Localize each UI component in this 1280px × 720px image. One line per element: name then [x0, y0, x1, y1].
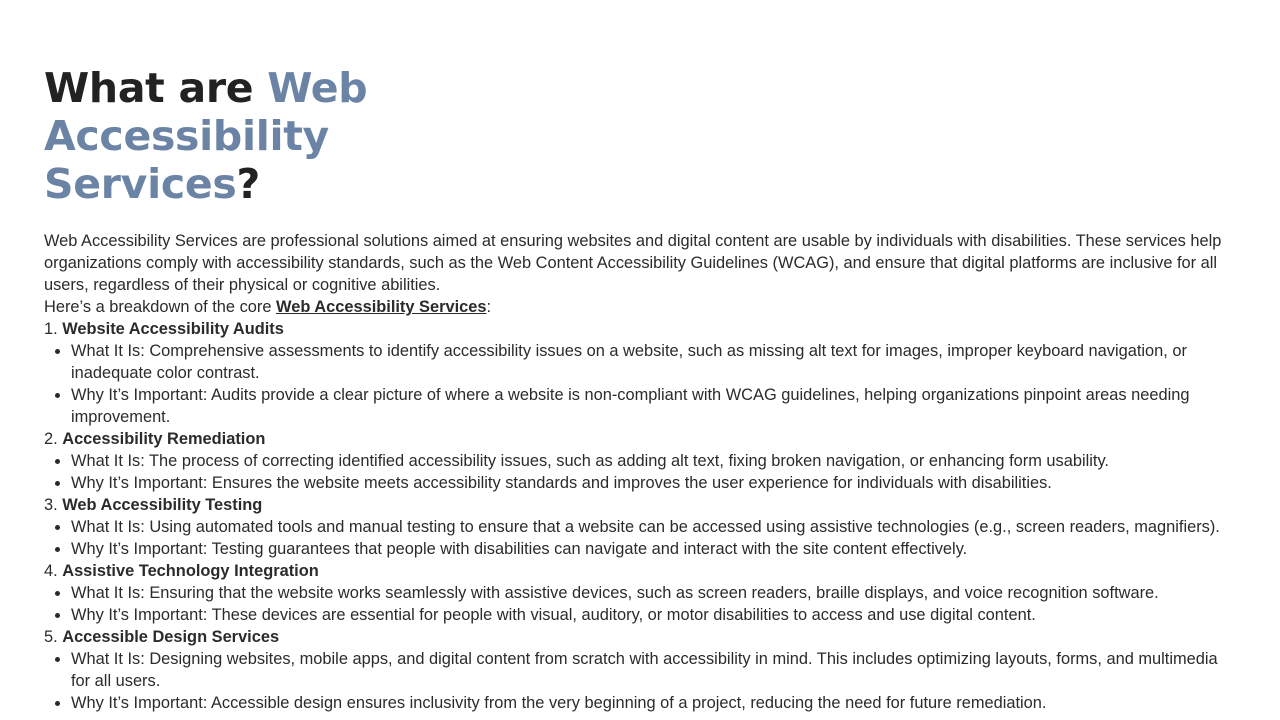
why-important-item: Why It’s Important: Testing guarantees that people with disabilities can navigate and interact with the site content effectively.	[71, 538, 1234, 560]
section-heading	[44, 318, 1234, 340]
page-title	[44, 64, 564, 208]
section-number: 2.	[44, 430, 58, 448]
article-body	[44, 230, 1234, 714]
section-heading	[44, 428, 1234, 450]
breakdown-line	[44, 296, 1234, 318]
why-important-item: Why It’s Important: Ensures the website meets accessibility standards and improves the user experience for individuals with disabilities.	[71, 472, 1234, 494]
section-5	[44, 626, 1234, 714]
section-title: Accessible Design Services	[62, 628, 280, 646]
what-it-is-item: What It Is: Comprehensive assessments to identify accessibility issues on a website, such as missing alt text for images, improper keyboard navigation, or inadequate color contrast.	[71, 340, 1234, 384]
why-important-item: Why It’s Important: Accessible design ensures inclusivity from the very beginning of a project, reducing the need for future remediation.	[71, 692, 1234, 714]
what-it-is-item: What It Is: The process of correcting identified accessibility issues, such as adding alt text, fixing broken navigation, or enhancing form usability.	[71, 450, 1234, 472]
page-title-prefix: What are	[44, 64, 268, 112]
web-accessibility-services-link[interactable]: Web Accessibility Services	[276, 298, 487, 316]
section-bullets	[44, 648, 1234, 714]
section-heading	[44, 560, 1234, 582]
intro-paragraph: Web Accessibility Services are professional solutions aimed at ensuring websites and digital content are usable by individuals with disabilities. These services help organizations comply with accessibility standards, such as the Web Content Accessibility Guidelines (WCAG), and ensure that digital platforms are inclusive for all users, regardless of their physical or cognitive abilities.	[44, 232, 1222, 294]
page-title-suffix: ?	[236, 160, 260, 208]
section-bullets	[44, 516, 1234, 560]
section-heading	[44, 494, 1234, 516]
section-title: Accessibility Remediation	[62, 430, 266, 448]
article	[44, 64, 1234, 714]
what-it-is-item: What It Is: Designing websites, mobile apps, and digital content from scratch with accessibility in mind. This includes optimizing layouts, forms, and multimedia for all users.	[71, 648, 1234, 692]
section-heading	[44, 626, 1234, 648]
section-bullets	[44, 582, 1234, 626]
section-title: Assistive Technology Integration	[62, 562, 319, 580]
section-1	[44, 318, 1234, 428]
section-title: Website Accessibility Audits	[62, 320, 284, 338]
section-number: 1.	[44, 320, 58, 338]
why-important-item: Why It’s Important: These devices are essential for people with visual, auditory, or motor disabilities to access and use digital content.	[71, 604, 1234, 626]
what-it-is-item: What It Is: Using automated tools and manual testing to ensure that a website can be accessed using assistive technologies (e.g., screen readers, magnifiers).	[71, 516, 1234, 538]
what-it-is-item: What It Is: Ensuring that the website works seamlessly with assistive devices, such as screen readers, braille displays, and voice recognition software.	[71, 582, 1234, 604]
page-title-accent-line2: Services	[44, 160, 237, 208]
section-number: 4.	[44, 562, 58, 580]
page-title-accent-line1: Web Accessibility	[44, 64, 368, 160]
section-3	[44, 494, 1234, 560]
section-bullets	[44, 340, 1234, 428]
section-2	[44, 428, 1234, 494]
section-number: 3.	[44, 496, 58, 514]
why-important-item: Why It’s Important: Audits provide a clear picture of where a website is non-compliant with WCAG guidelines, helping organizations pinpoint areas needing improvement.	[71, 384, 1234, 428]
breakdown-prefix: Here’s a breakdown of the core	[44, 298, 277, 316]
section-number: 5.	[44, 628, 58, 646]
breakdown-suffix: :	[486, 298, 492, 316]
section-title: Web Accessibility Testing	[62, 496, 263, 514]
section-bullets	[44, 450, 1234, 494]
section-4	[44, 560, 1234, 626]
